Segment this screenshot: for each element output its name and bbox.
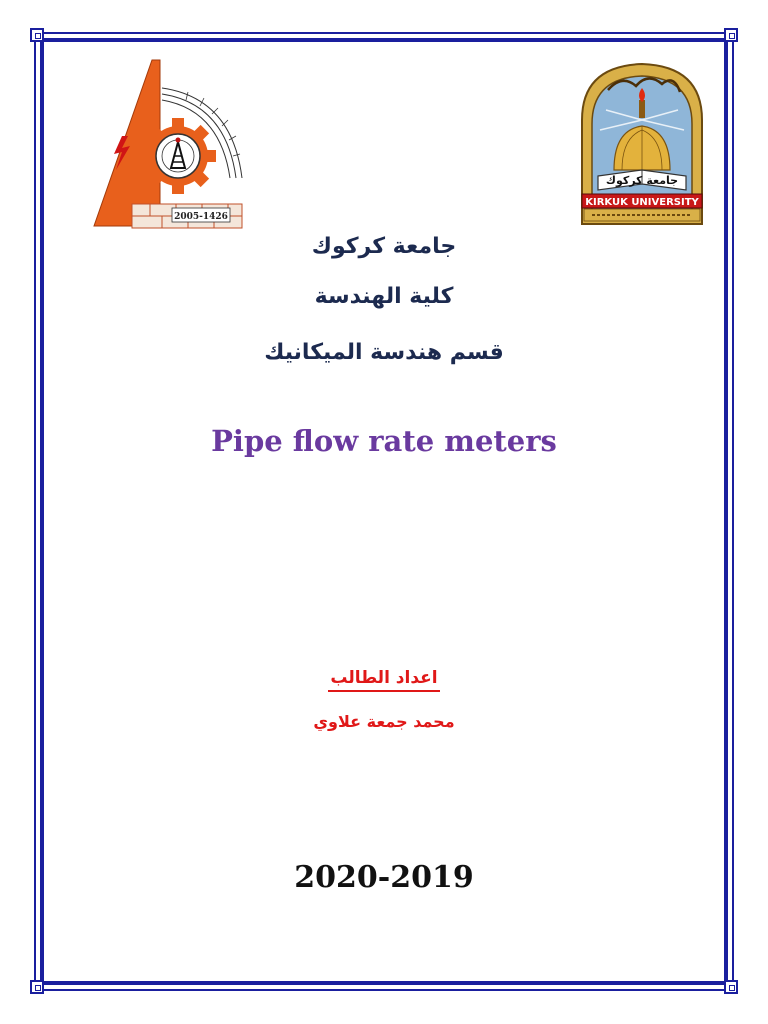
college-engineering-logo-icon	[92, 58, 248, 230]
border-corner-ornament	[30, 980, 44, 994]
border-corner-ornament	[724, 980, 738, 994]
kirkuk-university-seal-icon	[578, 60, 706, 226]
college-name: كلية الهندسة	[314, 284, 454, 309]
university-name: جامعة كركوك	[311, 234, 457, 259]
document-title: Pipe flow rate meters	[211, 424, 557, 458]
seal-english-name: KIRKUK UNIVERSITY	[585, 197, 699, 208]
border-corner-ornament	[724, 28, 738, 42]
prepared-by-text: اعداد الطالب	[328, 668, 439, 692]
academic-year: 2020-2019	[294, 860, 474, 895]
student-name: محمد جمعة علاوي	[313, 712, 455, 731]
logo-year-text: 2005-1426	[174, 212, 228, 222]
seal-arabic-name: جامعة كركوك	[605, 174, 679, 187]
prepared-by-label	[0, 668, 768, 688]
department-name: قسم هندسة الميكانيك	[264, 340, 504, 365]
border-corner-ornament	[30, 28, 44, 42]
